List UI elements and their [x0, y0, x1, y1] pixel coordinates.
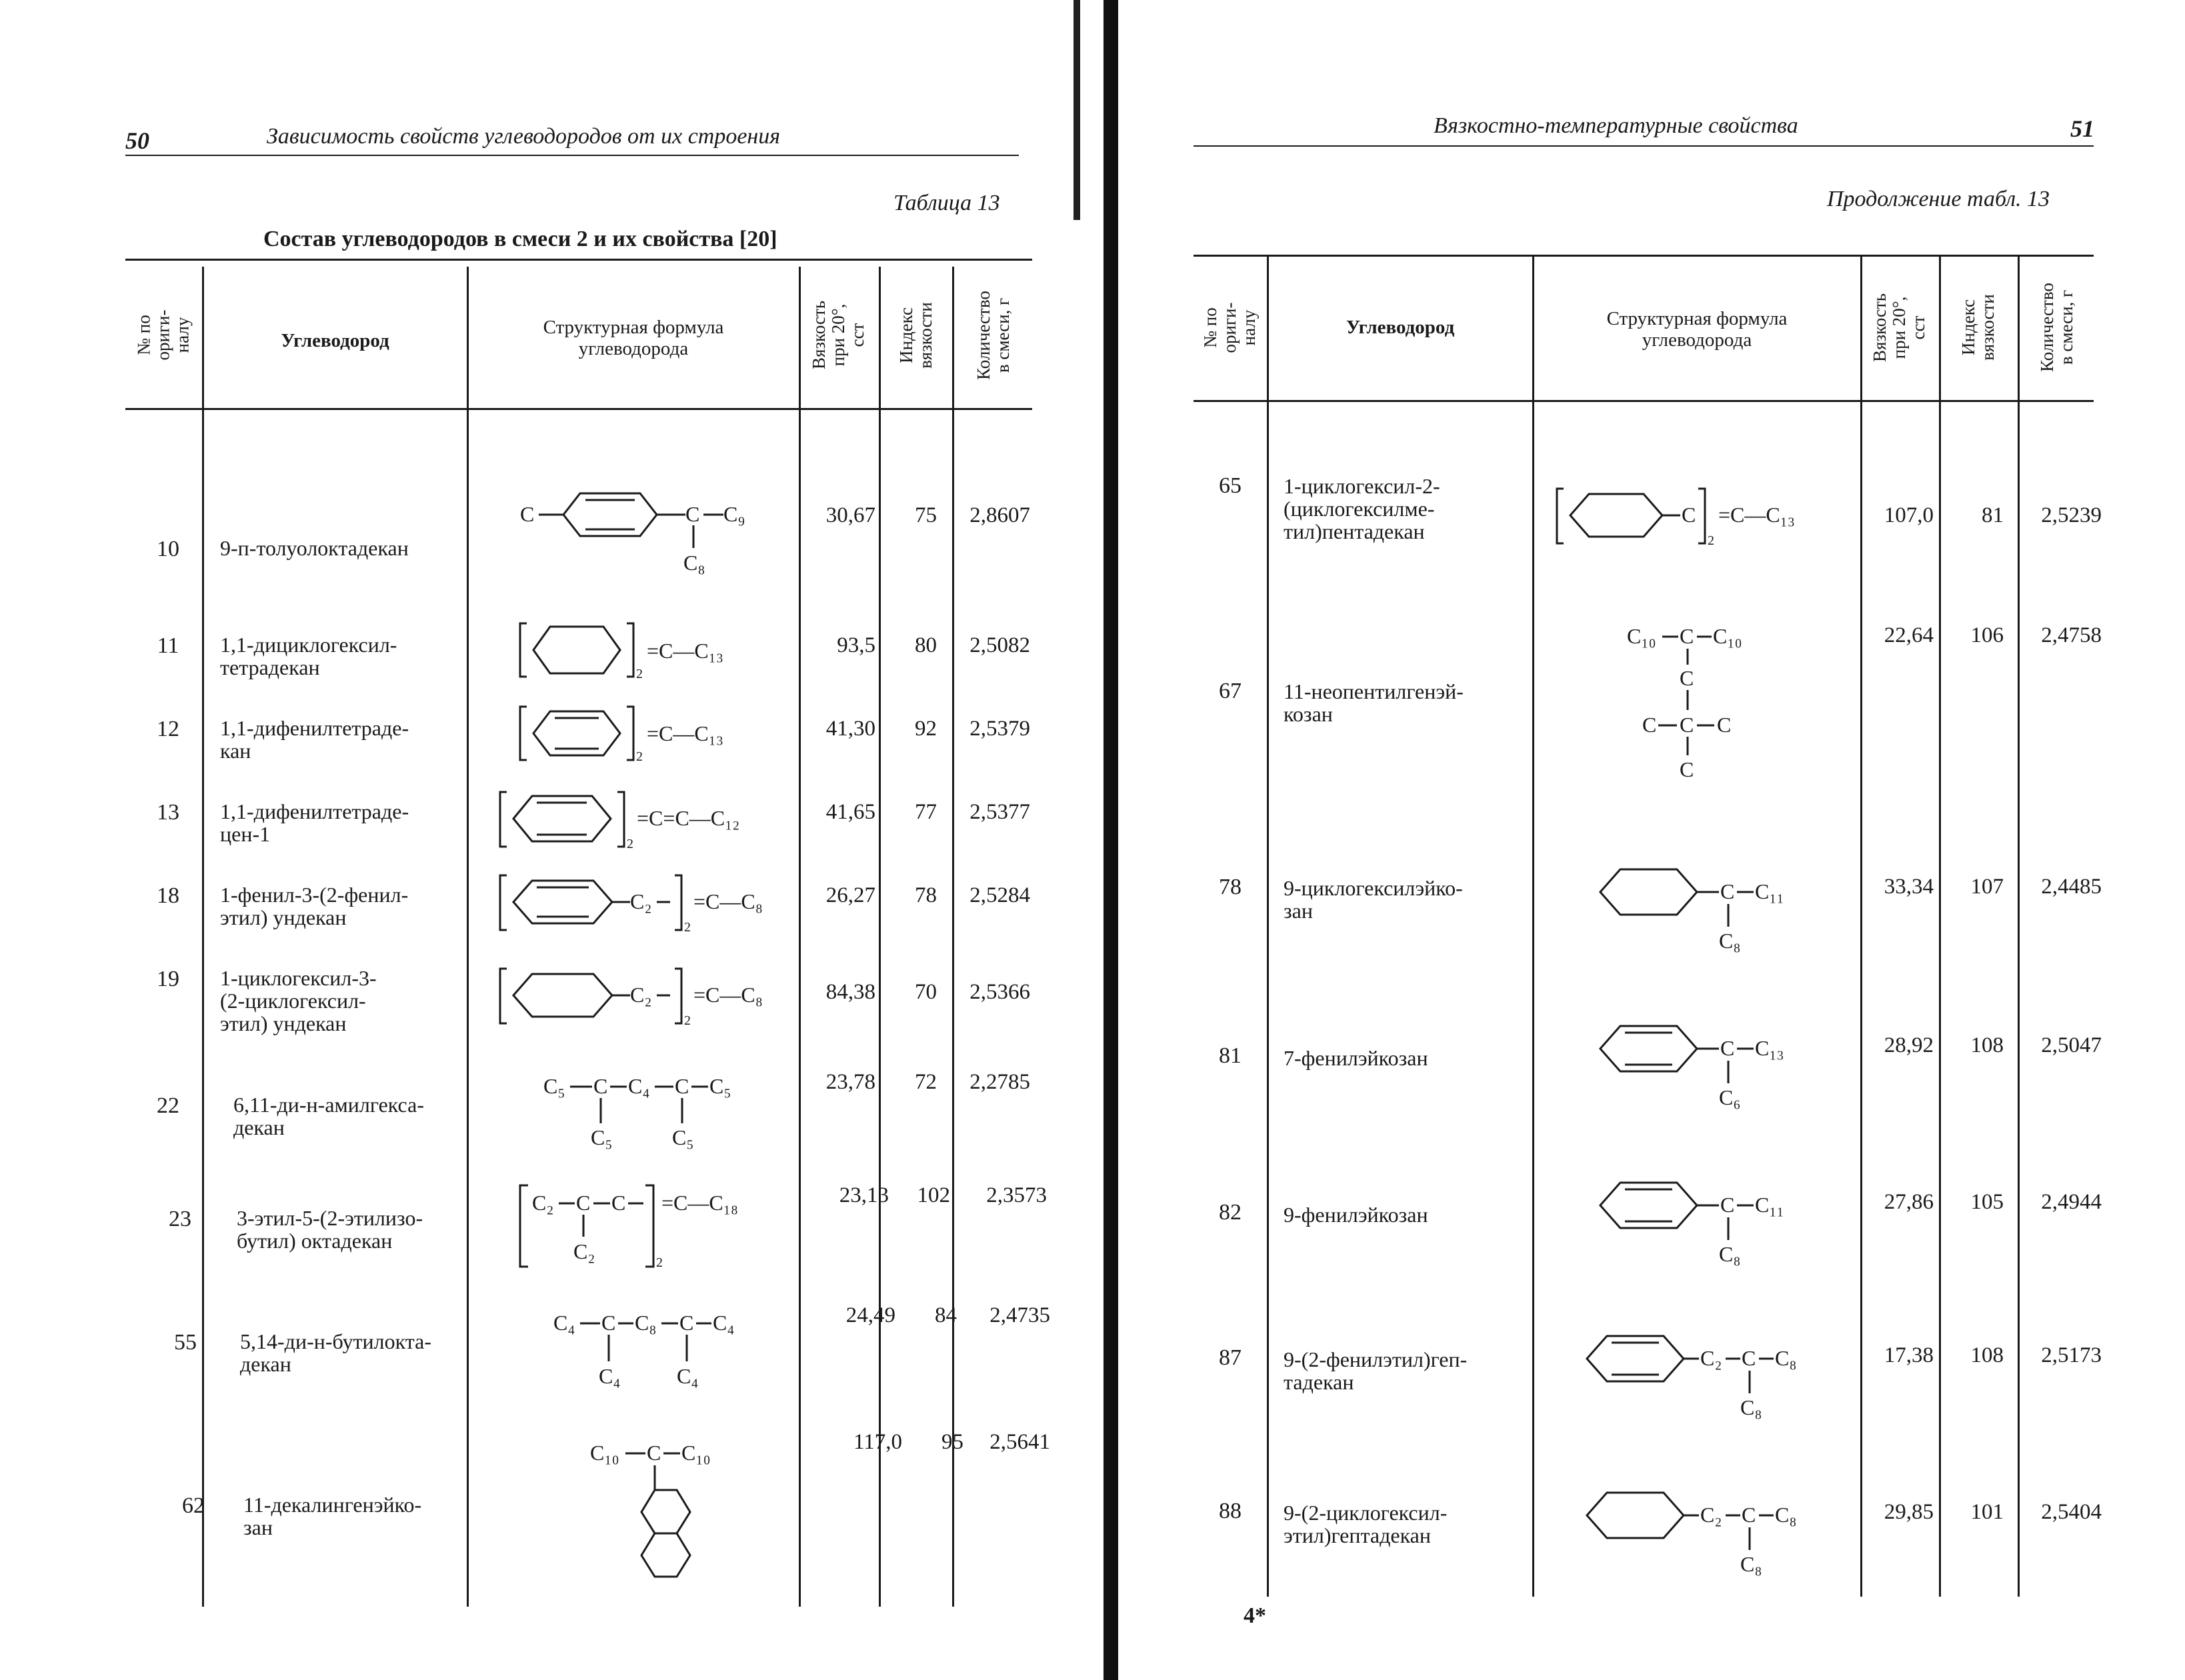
row-num: 22 [157, 1093, 179, 1118]
row-name: 5,14-ди-н-бутилокта- декан [240, 1329, 431, 1376]
svg-text:=C—C₁₃: =C—C₁₃ [1718, 503, 1796, 527]
row-num: 81 [1219, 1043, 1242, 1068]
svg-text:C₈: C₈ [1719, 1242, 1741, 1266]
svg-text:2: 2 [627, 837, 633, 851]
svg-text:C: C [611, 1191, 626, 1215]
svg-text:C: C [1680, 666, 1694, 690]
row-num: 12 [157, 717, 179, 741]
row-num: 62 [182, 1493, 205, 1518]
book-spine [1104, 0, 1118, 1680]
row-viscosity: 27,86 [1884, 1190, 1934, 1214]
svg-text:C₈: C₈ [1740, 1552, 1762, 1576]
row-viscosity: 28,92 [1884, 1033, 1934, 1057]
row-viscosity: 23,13 [839, 1183, 889, 1207]
row-qty: 2,5379 [969, 717, 1030, 741]
svg-text:C₄: C₄ [599, 1364, 621, 1388]
row-name: 1,1-дифенилтетраде- цен-1 [220, 799, 409, 846]
structural-formula [1580, 1327, 1854, 1433]
header-formula-left: Структурная формула углеводорода [543, 317, 724, 359]
row-num: 11 [157, 633, 179, 658]
row-name: 3-этил-5-(2-этилизо- бутил) октадекан [237, 1206, 423, 1253]
svg-text:C₁₀: C₁₀ [681, 1441, 711, 1465]
svg-text:C: C [520, 502, 535, 526]
structural-formula [1594, 860, 1847, 967]
svg-text:C₂: C₂ [573, 1239, 595, 1263]
row-qty: 2,8607 [969, 503, 1030, 527]
row-vi: 81 [1982, 503, 2004, 527]
svg-text:C: C [1642, 713, 1657, 737]
svg-text:=C—C₈: =C—C₈ [693, 983, 763, 1007]
running-head-right: Вязкостно-температурные свойства [1434, 113, 1798, 138]
row-vi: 70 [915, 980, 937, 1004]
svg-text:C₁₁: C₁₁ [1755, 879, 1784, 903]
svg-text:C₈: C₈ [683, 551, 705, 575]
row-qty: 2,4485 [2041, 875, 2102, 899]
svg-text:C₂: C₂ [630, 983, 652, 1007]
svg-text:C₂: C₂ [532, 1191, 554, 1215]
svg-text:C₅: C₅ [672, 1125, 694, 1149]
row-name: 6,11-ди-н-амилгекса- декан [233, 1093, 424, 1139]
table-title-left: Состав углеводородов в смеси 2 и их свойства [20] [263, 227, 777, 251]
svg-text:=C—C₁₃: =C—C₁₃ [647, 721, 724, 745]
row-qty: 2,5082 [969, 633, 1030, 657]
col-sep-left-4 [879, 267, 881, 1607]
structural-formula [513, 617, 793, 683]
row-vi: 107 [1970, 875, 2004, 899]
svg-text:C₁₀: C₁₀ [590, 1441, 619, 1465]
structural-formula [1624, 617, 1824, 810]
svg-text:C: C [1742, 1503, 1756, 1527]
row-num: 88 [1219, 1499, 1242, 1523]
row-qty: 2,5641 [989, 1430, 1050, 1454]
row-name: 9-(2-циклогексил- этил)гептадекан [1284, 1501, 1448, 1547]
row-num: 82 [1219, 1200, 1242, 1225]
row-qty: 2,5047 [2041, 1033, 2102, 1057]
structural-formula [513, 1180, 793, 1280]
col-sep-right-5 [2018, 257, 2020, 1597]
row-viscosity: 117,0 [853, 1430, 902, 1454]
row-num: 65 [1219, 473, 1242, 498]
row-viscosity: 41,65 [825, 800, 875, 824]
row-qty: 2,5404 [2041, 1500, 2102, 1524]
svg-text:C: C [576, 1191, 591, 1215]
svg-text:C₅: C₅ [709, 1074, 731, 1098]
header-num-right: № по ориги- налу [1200, 302, 1259, 353]
structural-formula [1594, 1017, 1847, 1123]
row-num: 19 [157, 967, 179, 991]
svg-text:C₂: C₂ [1700, 1503, 1722, 1527]
row-name: 1-циклогексил-2- (циклогексилме- тил)пентадекан [1284, 474, 1440, 543]
col-sep-right-4 [1939, 257, 1941, 1597]
svg-text:=C—C₁₃: =C—C₁₃ [647, 639, 724, 663]
header-viscosity-right: Вязкость при 20°, сст [1870, 293, 1929, 362]
book-spine-shadow [1073, 0, 1080, 220]
row-num: 18 [157, 883, 179, 908]
row-qty: 2,4758 [2041, 623, 2102, 647]
row-name: 11-неопентилгенэй- козан [1284, 679, 1464, 726]
row-vi: 102 [917, 1183, 950, 1207]
svg-text:C: C [1682, 503, 1696, 527]
structural-formula [493, 787, 787, 853]
header-hydrocarbon-right: Углеводород [1346, 317, 1455, 338]
structural-formula [587, 1433, 787, 1607]
structural-formula [513, 703, 793, 763]
row-viscosity: 93,5 [837, 633, 875, 657]
row-vi: 72 [915, 1070, 937, 1094]
col-sep-right-2 [1532, 257, 1534, 1597]
row-qty: 2,2785 [969, 1070, 1030, 1094]
row-viscosity: 23,78 [825, 1070, 875, 1094]
svg-text:C₁₀: C₁₀ [1627, 624, 1656, 648]
row-name: 1-циклогексил-3- (2-циклогексил- этил) ундекан [220, 966, 377, 1035]
row-num: 67 [1219, 679, 1242, 703]
svg-text:C₄: C₄ [628, 1074, 650, 1098]
svg-text:2: 2 [684, 920, 691, 935]
row-num: 23 [169, 1207, 191, 1231]
header-vi-right: Индекс вязкости [1958, 294, 1998, 361]
svg-text:C₅: C₅ [591, 1125, 613, 1149]
svg-text:C₈: C₈ [1775, 1346, 1797, 1370]
svg-text:C: C [1680, 713, 1694, 737]
head-rule-right [1194, 145, 2094, 147]
svg-text:C: C [1680, 757, 1694, 781]
row-name: 9-п-толуолоктадекан [220, 536, 409, 560]
row-viscosity: 22,64 [1884, 623, 1934, 647]
col-sep-right-1 [1267, 257, 1269, 1597]
svg-text:C₈: C₈ [635, 1311, 657, 1335]
row-num: 10 [157, 537, 179, 561]
row-qty: 2,3573 [986, 1183, 1047, 1207]
row-name: 1,1-дициклогексил- тетрадекан [220, 633, 397, 679]
row-vi: 106 [1970, 623, 2004, 647]
svg-text:C₈: C₈ [1775, 1503, 1797, 1527]
svg-text:C: C [1720, 879, 1735, 903]
row-vi: 92 [915, 717, 937, 741]
svg-text:=C=C—C₁₂: =C=C—C₁₂ [637, 806, 740, 830]
row-qty: 2,5377 [969, 800, 1030, 824]
row-viscosity: 17,38 [1884, 1343, 1934, 1367]
row-name: 9-циклогексилэйко- зан [1284, 876, 1463, 923]
svg-text:C: C [593, 1074, 608, 1098]
row-num: 13 [157, 800, 179, 825]
header-qty-right: Количество в смеси, г [2037, 283, 2077, 372]
svg-text:C: C [1680, 624, 1694, 648]
svg-text:C₄: C₄ [553, 1311, 575, 1335]
structural-formula [493, 963, 793, 1030]
row-name: 7-фенилэйкозан [1284, 1046, 1428, 1070]
col-sep-left-3 [799, 267, 801, 1607]
header-viscosity-left: Вязкость при 20°, сст [809, 300, 868, 370]
row-qty: 2,4735 [989, 1303, 1050, 1327]
row-vi: 101 [1970, 1500, 2004, 1524]
signature-mark: 4* [1244, 1603, 1266, 1628]
row-name: 1-фенил-3-(2-фенил- этил) ундекан [220, 883, 409, 929]
row-viscosity: 107,0 [1884, 503, 1934, 527]
svg-text:=C—C₁₈: =C—C₁₈ [661, 1191, 739, 1215]
row-name: 11-декалингенэйко- зан [243, 1493, 422, 1539]
col-sep-left-5 [952, 267, 954, 1607]
structural-formula [1594, 1173, 1847, 1280]
row-vi: 108 [1970, 1343, 2004, 1367]
structural-formula [540, 1063, 780, 1157]
table-header-rule-left [125, 408, 1032, 410]
header-num-left: № по ориги- налу [133, 309, 193, 361]
svg-text:C: C [675, 1074, 689, 1098]
svg-text:C: C [647, 1441, 661, 1465]
row-viscosity: 41,30 [825, 717, 875, 741]
table-label-right: Продолжение табл. 13 [1827, 187, 2050, 211]
table-header-rule-right [1194, 400, 2094, 402]
svg-text:C: C [679, 1311, 694, 1335]
header-hydrocarbon-left: Углеводород [281, 330, 389, 351]
header-qty-left: Количество в смеси, г [973, 290, 1013, 380]
svg-text:C: C [1717, 713, 1732, 737]
row-qty: 2,5173 [2041, 1343, 2102, 1367]
row-vi: 77 [915, 800, 937, 824]
header-vi-left: Индекс вязкости [895, 301, 935, 369]
structural-formula [1550, 483, 1850, 550]
svg-text:C: C [1720, 1193, 1735, 1217]
row-vi: 75 [915, 503, 937, 527]
svg-text:2: 2 [636, 667, 643, 681]
svg-text:C₁₃: C₁₃ [1755, 1036, 1784, 1060]
svg-text:C: C [1720, 1036, 1735, 1060]
svg-text:2: 2 [684, 1013, 691, 1028]
structural-formula [550, 1300, 790, 1393]
svg-text:2: 2 [1708, 533, 1714, 548]
svg-text:2: 2 [656, 1255, 663, 1270]
svg-text:C: C [1742, 1346, 1756, 1370]
row-viscosity: 26,27 [825, 883, 875, 907]
svg-text:=C—C₈: =C—C₈ [693, 889, 763, 913]
structural-formula [1580, 1483, 1854, 1593]
row-viscosity: 29,85 [1884, 1500, 1934, 1524]
structural-formula [493, 870, 793, 937]
col-sep-left-2 [467, 267, 469, 1607]
row-viscosity: 24,49 [845, 1303, 895, 1327]
row-viscosity: 84,38 [825, 980, 875, 1004]
col-sep-right-3 [1860, 257, 1862, 1597]
row-viscosity: 33,34 [1884, 875, 1934, 899]
row-vi: 84 [935, 1303, 957, 1327]
svg-text:C₁₀: C₁₀ [1713, 624, 1742, 648]
table-label-left: Таблица 13 [893, 191, 1000, 215]
row-vi: 108 [1970, 1033, 2004, 1057]
svg-text:C₉: C₉ [723, 502, 745, 526]
svg-text:C₅: C₅ [543, 1074, 565, 1098]
row-qty: 2,5239 [2041, 503, 2102, 527]
svg-text:C₈: C₈ [1719, 929, 1741, 953]
col-sep-left-1 [202, 267, 204, 1607]
row-vi: 80 [915, 633, 937, 657]
row-qty: 2,5366 [969, 980, 1030, 1004]
svg-text:C₈: C₈ [1740, 1395, 1762, 1419]
row-name: 9-(2-фенилэтил)геп- тадекан [1284, 1347, 1468, 1394]
svg-text:C: C [601, 1311, 616, 1335]
row-name: 1,1-дифенилтетраде- кан [220, 716, 409, 763]
row-name: 9-фенилэйкозан [1284, 1203, 1428, 1227]
svg-text:C₄: C₄ [713, 1311, 735, 1335]
row-num: 87 [1219, 1345, 1242, 1370]
svg-text:C₄: C₄ [677, 1364, 699, 1388]
svg-text:C₂: C₂ [1700, 1346, 1722, 1370]
head-rule-left [125, 155, 1019, 156]
svg-text:C₁₁: C₁₁ [1755, 1193, 1784, 1217]
row-vi: 78 [915, 883, 937, 907]
row-qty: 2,4944 [2041, 1190, 2102, 1214]
page-number-left: 50 [125, 127, 149, 154]
svg-text:C₆: C₆ [1719, 1085, 1741, 1109]
page-number-right: 51 [2070, 115, 2094, 142]
structural-formula [507, 480, 787, 587]
row-viscosity: 30,67 [825, 503, 875, 527]
header-formula-right: Структурная формула углеводорода [1606, 308, 1788, 351]
row-vi: 95 [941, 1430, 963, 1454]
running-head-left: Зависимость свойств углеводородов от их строения [267, 124, 781, 149]
svg-text:C: C [685, 502, 700, 526]
row-num: 78 [1219, 875, 1242, 899]
table-top-rule-left [125, 259, 1032, 261]
svg-text:C₂: C₂ [630, 889, 652, 913]
row-qty: 2,5284 [969, 883, 1030, 907]
svg-text:2: 2 [636, 749, 643, 763]
row-vi: 105 [1970, 1190, 2004, 1214]
row-num: 55 [174, 1330, 197, 1355]
